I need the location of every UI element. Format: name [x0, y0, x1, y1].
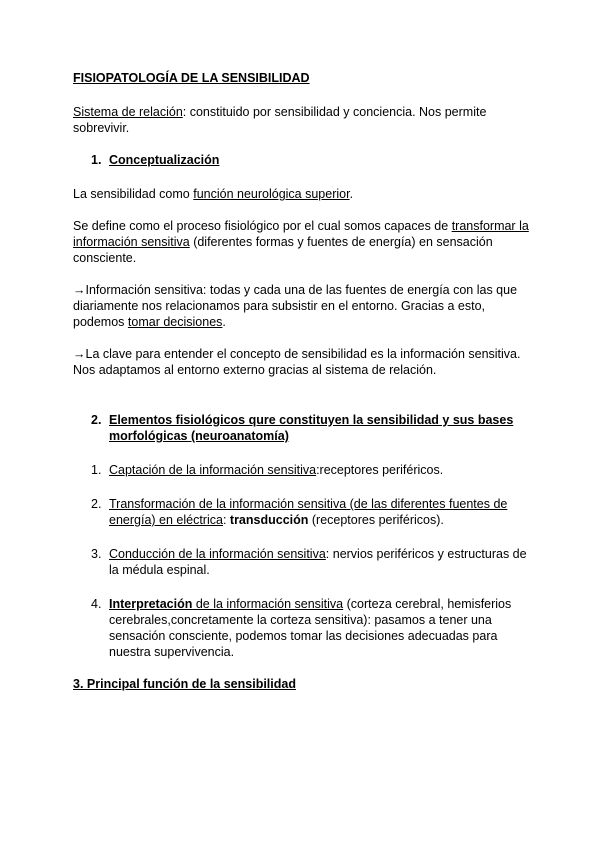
list-item-number: 4.	[91, 597, 102, 611]
list-item	[73, 496, 535, 528]
list-item-sep: :	[222, 513, 230, 527]
section-3-heading: 3. Principal función de la sensibilidad	[73, 677, 296, 691]
section-2-title: Elementos fisiológicos qure constituyen la sensibilidad y sus bases morfológicas (neuroanatomía)	[109, 413, 514, 443]
list-item-text	[109, 496, 535, 528]
list-item-rest: (corteza cerebral, hemisferios cerebrales,concretamente la corteza sensitiva): pasamos a tener una sensación consciente, podemos tomar las decisiones adecuadas para nuestra supervivencia.	[109, 597, 512, 659]
document-page	[73, 70, 535, 692]
list-item	[73, 546, 535, 578]
list-item-bold-underlined: Interpretación	[109, 597, 193, 611]
list-item-number: 1.	[91, 463, 102, 477]
list-item-underlined: Conducción de la información sensitiva	[109, 547, 326, 561]
list-item-bold: transducción	[229, 513, 309, 527]
section-1-paragraph-2	[73, 218, 535, 266]
document-title: FISIOPATOLOGÍA DE LA SENSIBILIDAD	[73, 71, 310, 85]
p3-end: .	[222, 315, 226, 329]
list-item-text	[109, 546, 535, 578]
list-item-text	[109, 462, 535, 478]
list-item	[73, 596, 535, 660]
section-1-paragraph-1	[73, 186, 535, 202]
intro-paragraph	[73, 104, 535, 136]
intro-text: : constituido por sensibilidad y conciencia. Nos permite sobrevivir.	[73, 105, 487, 135]
section-1-paragraph-4: →La clave para entender el concepto de sensibilidad es la información sensitiva. Nos adaptamos al entorno externo gracias al sistema de relación.	[73, 347, 521, 377]
list-item-underlined: Captación de la información sensitiva	[109, 463, 317, 477]
p2-end: (diferentes formas y fuentes de energía) en sensación consciente.	[73, 235, 493, 265]
p2-underlined: transformar la información sensitiva	[73, 219, 529, 249]
p1-underlined: función neurológica superior	[193, 187, 350, 201]
section-2-heading	[73, 412, 535, 444]
p1-text: La sensibilidad como	[73, 187, 194, 201]
section-1-number: 1.	[91, 153, 102, 167]
list-item-rest: : nervios periféricos y estructuras de la médula espinal.	[109, 547, 527, 577]
p2-text: Se define como el proceso fisiológico por el cual somos capaces de	[73, 219, 452, 233]
section-1-heading	[73, 152, 535, 168]
list-item-underlined: de la información sensitiva	[192, 597, 344, 611]
list-item-text	[109, 596, 535, 660]
intro-term: Sistema de relación	[73, 105, 183, 119]
list-item-rest: :receptores periféricos.	[316, 463, 444, 477]
p1-end: .	[349, 187, 354, 201]
list-item-number: 2.	[91, 497, 102, 511]
section-2-number: 2.	[91, 413, 102, 427]
list-item	[73, 462, 535, 478]
list-item-rest: (receptores periféricos).	[308, 513, 444, 527]
list-item-underlined: Transformación de la información sensitiva (de las diferentes fuentes de energía) en eléctrica	[109, 497, 508, 527]
section-1-paragraph-3	[73, 282, 535, 330]
p3-underlined: tomar decisiones	[127, 315, 223, 329]
p3-text: →Información sensitiva: todas y cada una de las fuentes de energía con las que diariamente nos relacionamos para subsistir en el entorno. Gracias a esto, podemos	[73, 283, 518, 329]
section-1-title: Conceptualización	[109, 153, 220, 167]
list-item-number: 3.	[91, 547, 102, 561]
